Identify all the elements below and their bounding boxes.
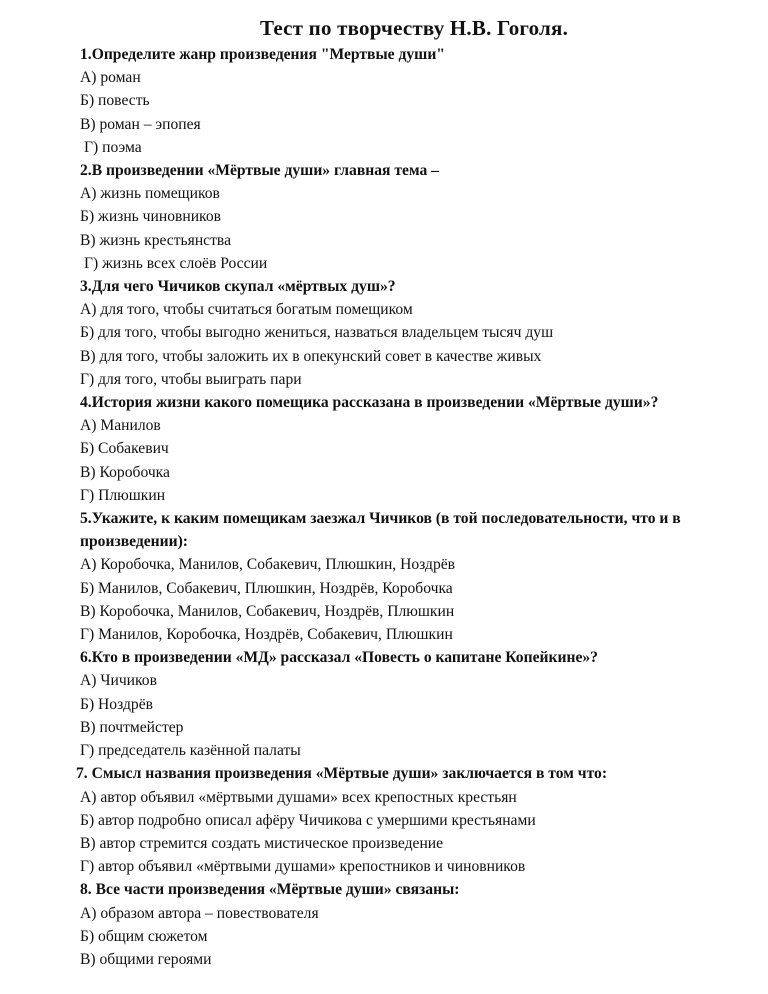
option-1b: Б) повесть [80,92,150,110]
option-8c: В) общими героями [80,950,212,968]
question-8: 8. Все части произведения «Мёртвые души» связаны: [80,881,460,899]
question-6: 6.Кто в произведении «МД» рассказал «Повесть о капитане Копейкине»? [80,649,598,667]
question-block [80,391,760,507]
question-block [80,159,760,275]
option-5b: Б) Манилов, Собакевич, Плюшкин, Ноздрёв, Коробочка [80,579,453,597]
option-5a: А) Коробочка, Манилов, Собакевич, Плюшкин, Ноздрёв [80,556,456,574]
option-3b: Б) для того, чтобы выгодно жениться, назваться владельцем тысяч душ [80,324,554,342]
option-7b: Б) автор подробно описал афёру Чичикова с умершими крестьянами [80,811,536,829]
question-block [80,275,760,391]
option-7c: В) автор стремится создать мистическое произведение [80,834,444,852]
option-6c: В) почтмейстер [80,718,184,736]
option-2b: Б) жизнь чиновников [80,208,222,226]
option-3c: В) для того, чтобы заложить их в опекунский совет в качестве живых [80,347,542,365]
option-6d: Г) председатель казённой палаты [80,742,301,760]
option-7a: А) автор объявил «мёртвыми душами» всех крепостных крестьян [80,788,517,806]
option-1c: В) роман – эпопея [80,115,201,133]
question-4: 4.История жизни какого помещика рассказана в произведении «Мёртвые души»? [80,394,659,412]
test-content [76,43,760,971]
question-5: 5.Укажите, к каким помещикам заезжал Чичиков (в той последовательности, что и в произведении): [80,510,681,551]
question-1: 1.Определите жанр произведения "Мертвые души" [80,46,445,63]
option-4a: А) Манилов [80,417,161,435]
option-8b: Б) общим сюжетом [80,927,208,945]
option-7d: Г) автор объявил «мёртвыми душами» крепостников и чиновников [80,858,526,876]
question-block [80,507,760,646]
option-4d: Г) Плюшкин [80,486,166,504]
option-2a: А) жизнь помещиков [80,185,220,203]
question-block [80,646,760,762]
option-4c: В) Коробочка [80,463,170,481]
option-2d: Г) жизнь всех слоёв России [84,254,268,272]
option-3a: А) для того, чтобы считаться богатым помещиком [80,301,413,319]
question-3: 3.Для чего Чичиков скупал «мёртвых душ»? [80,278,396,296]
page-title: Тест по творчеству Н.В. Гоголя. [259,16,569,40]
question-2: 2.В произведении «Мёртвые души» главная тема – [80,162,439,180]
option-3d: Г) для того, чтобы выиграть пари [80,370,302,388]
option-6b: Б) Ноздрёв [80,695,153,713]
question-block [80,878,760,971]
option-2c: В) жизнь крестьянства [80,231,231,249]
option-8a: А) образом автора – повествователя [80,904,319,922]
option-5d: Г) Манилов, Коробочка, Ноздрёв, Собакевич, Плюшкин [80,626,453,644]
question-block [76,762,760,878]
option-1d: Г) поэма [84,138,142,156]
question-block [80,43,760,159]
option-4b: Б) Собакевич [80,440,169,458]
option-1a: А) роман [80,69,141,87]
question-7: 7. Смысл названия произведения «Мёртвые души» заключается в том что: [76,765,608,783]
option-5c: В) Коробочка, Манилов, Собакевич, Ноздрёв, Плюшкин [80,602,455,620]
option-6a: А) Чичиков [80,672,157,690]
